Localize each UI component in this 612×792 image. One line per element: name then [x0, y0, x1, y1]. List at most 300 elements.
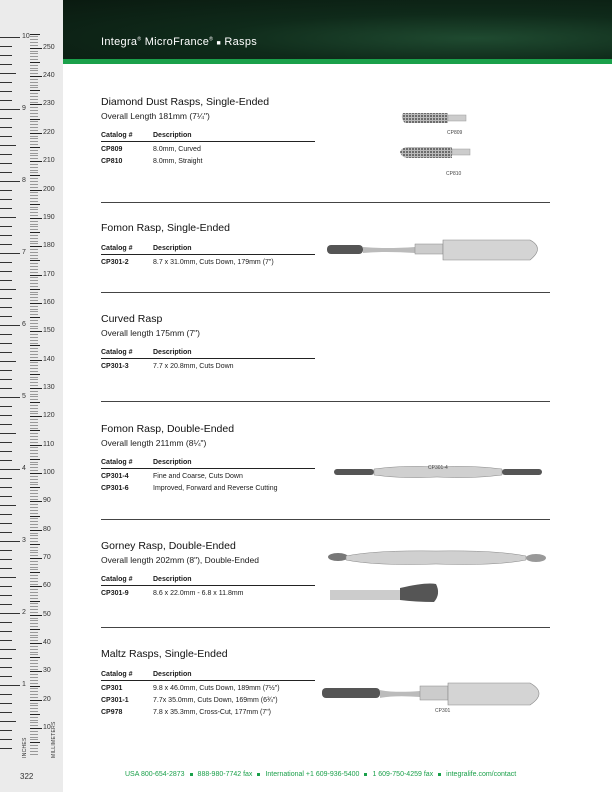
mm-tick [30, 623, 38, 624]
mm-tick [30, 609, 38, 610]
table-row [101, 586, 315, 599]
mm-tick [30, 289, 40, 290]
mm-tick [30, 558, 42, 559]
inch-tick [0, 298, 12, 299]
mm-tick [30, 635, 38, 636]
mm-tick [30, 632, 38, 633]
catalog-number: CP301-6 [101, 485, 129, 492]
inch-label: 1 [22, 681, 26, 688]
mm-tick [30, 703, 38, 704]
mm-tick [30, 343, 38, 344]
inch-tick [0, 325, 20, 326]
inch-tick [0, 154, 12, 155]
inch-tick [0, 82, 12, 83]
inch-tick [0, 145, 16, 146]
section-subtitle: Overall length 175mm (7") [101, 328, 200, 338]
mm-tick [30, 283, 38, 284]
mm-label: 20 [43, 695, 51, 703]
mm-tick [30, 246, 42, 247]
inch-tick [0, 181, 20, 182]
divider [101, 292, 550, 293]
mm-tick [30, 686, 40, 687]
inch-tick [0, 658, 12, 659]
mm-tick [30, 192, 38, 193]
table-row [101, 255, 315, 268]
mm-tick [30, 170, 38, 171]
measurement-ruler [0, 0, 63, 792]
section-subtitle: Overall Length 181mm (7¼") [101, 111, 210, 121]
catalog-number: CP301-3 [101, 363, 129, 370]
mm-tick [30, 739, 38, 740]
inch-tick [0, 622, 12, 623]
inch-tick [0, 190, 12, 191]
mm-label: 170 [43, 270, 55, 278]
mm-tick [30, 292, 38, 293]
mm-tick [30, 728, 42, 729]
catalog-number: CP301-9 [101, 590, 129, 597]
mm-tick [30, 722, 38, 723]
inch-tick [0, 343, 12, 344]
inch-tick [0, 487, 12, 488]
inch-tick [0, 208, 12, 209]
mm-tick [30, 280, 38, 281]
mm-tick [30, 297, 38, 298]
mm-tick [30, 629, 40, 630]
mm-tick [30, 65, 38, 66]
mm-tick [30, 85, 38, 86]
inch-tick [0, 136, 12, 137]
inch-tick [0, 433, 16, 434]
gorney-rasp-image [326, 542, 548, 612]
mm-tick [30, 394, 38, 395]
inch-label: 8 [22, 177, 26, 184]
mm-tick [30, 445, 42, 446]
mm-tick [30, 360, 42, 361]
inch-tick [0, 568, 12, 569]
mm-tick [30, 158, 38, 159]
mm-tick [30, 351, 38, 352]
mm-tick [30, 402, 40, 403]
inch-tick [0, 604, 12, 605]
mm-tick [30, 306, 38, 307]
description: 8.7 x 31.0mm, Cuts Down, 179mm (7") [153, 259, 274, 266]
mm-tick [30, 674, 38, 675]
mm-tick [30, 39, 38, 40]
mm-tick [30, 567, 38, 568]
mm-tick [30, 175, 40, 176]
mm-tick [30, 447, 38, 448]
mm-tick [30, 368, 38, 369]
mm-label: 40 [43, 639, 51, 647]
mm-tick [30, 348, 38, 349]
mm-tick [30, 490, 38, 491]
mm-tick [30, 357, 38, 358]
column-header: Description [153, 244, 315, 255]
inch-tick [0, 100, 12, 101]
inch-label: 9 [22, 105, 26, 112]
catalog-table [101, 131, 315, 166]
inch-tick [0, 217, 16, 218]
table-row [101, 681, 315, 694]
mm-tick [30, 36, 38, 37]
mm-tick [30, 45, 38, 46]
description: Improved, Forward and Reverse Cutting [153, 485, 278, 492]
mm-tick [30, 754, 38, 755]
mm-tick [30, 484, 38, 485]
inch-tick [0, 550, 12, 551]
table-row [101, 359, 315, 372]
mm-tick [30, 646, 38, 647]
mm-tick [30, 606, 38, 607]
mm-tick [30, 572, 40, 573]
mm-tick [30, 705, 38, 706]
inch-tick [0, 280, 12, 281]
inch-tick [0, 370, 12, 371]
mm-tick [30, 470, 38, 471]
mm-tick [30, 76, 42, 77]
mm-tick [30, 476, 38, 477]
mm-tick [30, 136, 38, 137]
mm-tick [30, 620, 38, 621]
column-header: Catalog # [101, 670, 153, 681]
mm-tick [30, 671, 42, 672]
mm-tick [30, 499, 38, 500]
inch-label: 3 [22, 537, 26, 544]
mm-tick [30, 725, 38, 726]
description: 7.7x 35.0mm, Cuts Down, 169mm (6¾") [153, 697, 278, 704]
catalog-number: CP301-1 [101, 697, 129, 704]
column-header: Description [153, 670, 315, 681]
inch-tick [0, 37, 20, 38]
mm-tick [30, 584, 38, 585]
mm-tick [30, 413, 38, 414]
inch-label: 7 [22, 249, 26, 256]
mm-tick [30, 411, 38, 412]
mm-tick [30, 527, 38, 528]
description: 7.8 x 35.3mm, Cross-Cut, 177mm (7") [153, 709, 272, 716]
inch-tick [0, 226, 12, 227]
inch-tick [0, 559, 12, 560]
mm-tick [30, 552, 38, 553]
mm-tick [30, 172, 38, 173]
mm-tick [30, 68, 38, 69]
mm-tick [30, 323, 38, 324]
mm-tick [30, 666, 38, 667]
header-accent-bar [63, 59, 612, 64]
mm-tick [30, 365, 38, 366]
mm-tick [30, 530, 42, 531]
mm-tick [30, 697, 38, 698]
mm-tick [30, 226, 38, 227]
mm-tick [30, 354, 38, 355]
mm-tick [30, 561, 38, 562]
mm-tick [30, 317, 40, 318]
mm-tick [30, 720, 38, 721]
mm-tick [30, 691, 38, 692]
mm-tick [30, 598, 38, 599]
inch-tick [0, 334, 12, 335]
footer-website-link[interactable]: integralife.com/contact [446, 771, 517, 778]
mm-tick [30, 207, 38, 208]
mm-tick [30, 275, 42, 276]
mm-tick [30, 377, 38, 378]
catalog-number: CP301-4 [101, 473, 129, 480]
inch-tick [0, 253, 20, 254]
catalog-table [101, 670, 315, 717]
mm-tick [30, 34, 40, 35]
mm-tick [30, 277, 38, 278]
mm-tick [30, 181, 38, 182]
column-header: Description [153, 348, 315, 359]
mm-tick [30, 388, 42, 389]
inch-tick [0, 523, 12, 524]
mm-tick [30, 436, 38, 437]
mm-tick [30, 637, 38, 638]
image-caption: CP809 [447, 130, 463, 136]
catalog-table [101, 458, 315, 493]
mm-tick [30, 433, 38, 434]
mm-tick [30, 649, 38, 650]
mm-tick [30, 516, 40, 517]
inch-tick [0, 721, 16, 722]
mm-tick [30, 164, 38, 165]
mm-tick [30, 331, 42, 332]
inches-label: INCHES [22, 737, 28, 758]
mm-tick [30, 99, 38, 100]
mm-tick [30, 456, 38, 457]
mm-tick [30, 309, 38, 310]
mm-tick [30, 201, 38, 202]
inch-tick [0, 667, 12, 668]
mm-label: 200 [43, 185, 55, 193]
table-row [101, 142, 315, 155]
mm-tick [30, 155, 38, 156]
mm-tick [30, 669, 38, 670]
mm-tick [30, 428, 38, 429]
mm-tick [30, 467, 38, 468]
mm-tick [30, 399, 38, 400]
mm-tick [30, 218, 42, 219]
image-caption: CP301-4 [428, 465, 448, 471]
mm-tick [30, 382, 38, 383]
inch-tick [0, 676, 12, 677]
mm-tick [30, 564, 38, 565]
mm-tick [30, 464, 38, 465]
inch-tick [0, 478, 12, 479]
section-title: Fomon Rasp, Single-Ended [101, 222, 230, 234]
mm-tick [30, 419, 38, 420]
mm-tick [30, 269, 38, 270]
mm-tick [30, 555, 38, 556]
mm-tick [30, 453, 38, 454]
inch-tick [0, 640, 12, 641]
mm-label: 220 [43, 128, 55, 136]
inch-tick [0, 397, 20, 398]
description: 7.7 x 20.8mm, Cuts Down [153, 363, 234, 370]
description: 8.0mm, Straight [153, 158, 203, 165]
inch-tick [0, 451, 12, 452]
mm-tick [30, 138, 38, 139]
inch-tick [0, 739, 12, 740]
mm-tick [30, 734, 38, 735]
divider [101, 202, 550, 203]
inch-tick [0, 631, 12, 632]
section-title: Fomon Rasp, Double-Ended [101, 423, 235, 435]
mm-tick [30, 626, 38, 627]
column-header: Catalog # [101, 458, 153, 469]
mm-tick [30, 660, 38, 661]
mm-tick [30, 195, 38, 196]
inch-label: 4 [22, 465, 26, 472]
mm-tick [30, 110, 38, 111]
mm-tick [30, 717, 38, 718]
inch-tick [0, 532, 12, 533]
table-row [101, 693, 315, 705]
mm-tick [30, 550, 38, 551]
mm-tick [30, 235, 38, 236]
inch-tick [0, 316, 12, 317]
millimeters-label: MILLIMETERS [51, 721, 57, 758]
mm-tick [30, 73, 38, 74]
column-header: Catalog # [101, 244, 153, 255]
mm-tick [30, 249, 38, 250]
mm-tick [30, 345, 40, 346]
mm-tick [30, 362, 38, 363]
description: 9.8 x 46.0mm, Cuts Down, 189mm (7½") [153, 685, 280, 692]
mm-tick [30, 518, 38, 519]
mm-tick [30, 255, 38, 256]
mm-tick [30, 652, 38, 653]
mm-tick [30, 507, 38, 508]
inch-tick [0, 541, 20, 542]
mm-tick [30, 708, 38, 709]
mm-tick [30, 224, 38, 225]
inch-tick [0, 595, 12, 596]
column-header: Description [153, 131, 315, 142]
mm-tick [30, 541, 38, 542]
mm-tick [30, 221, 38, 222]
mm-tick [30, 422, 38, 423]
inch-tick [0, 613, 20, 614]
mm-tick [30, 130, 38, 131]
mm-tick [30, 416, 42, 417]
mm-tick [30, 700, 42, 701]
column-header: Catalog # [101, 348, 153, 359]
table-row [101, 154, 315, 166]
inch-tick [0, 469, 20, 470]
mm-tick [30, 379, 38, 380]
page-header [63, 0, 612, 64]
mm-tick [30, 300, 38, 301]
mm-tick [30, 258, 38, 259]
mm-tick [30, 374, 40, 375]
inch-label: 2 [22, 609, 26, 616]
mm-tick [30, 266, 38, 267]
inch-tick [0, 514, 12, 515]
mm-label: 50 [43, 610, 51, 618]
catalog-number: CP978 [101, 709, 123, 716]
table-row [101, 481, 315, 493]
catalog-number: CP809 [101, 146, 123, 153]
mm-tick [30, 680, 38, 681]
mm-tick [30, 82, 38, 83]
mm-tick [30, 42, 38, 43]
mm-tick [30, 59, 38, 60]
inch-tick [0, 460, 12, 461]
mm-tick [30, 121, 38, 122]
mm-tick [30, 215, 38, 216]
mm-tick [30, 241, 38, 242]
image-caption: CP810 [446, 171, 462, 177]
mm-tick [30, 243, 38, 244]
description: 8.0mm, Curved [153, 146, 201, 153]
inch-label: 6 [22, 321, 26, 328]
inch-tick [0, 361, 16, 362]
inch-label: 5 [22, 393, 26, 400]
table-row [101, 469, 315, 482]
mm-tick [30, 487, 40, 488]
mm-tick [30, 405, 38, 406]
mm-tick [30, 640, 38, 641]
section-title: Diamond Dust Rasps, Single-Ended [101, 96, 270, 108]
inch-tick [0, 712, 12, 713]
inch-tick [0, 127, 12, 128]
inch-tick [0, 289, 16, 290]
mm-tick [30, 184, 38, 185]
mm-label: 10 [43, 724, 51, 732]
inch-tick [0, 505, 16, 506]
mm-label: 250 [43, 43, 55, 51]
mm-tick [30, 430, 40, 431]
mm-tick [30, 657, 40, 658]
mm-tick [30, 535, 38, 536]
mm-tick [30, 425, 38, 426]
catalog-table [101, 575, 315, 598]
divider [101, 627, 550, 628]
mm-tick [30, 524, 38, 525]
mm-label: 30 [43, 667, 51, 675]
mm-tick [30, 272, 38, 273]
mm-tick [30, 731, 38, 732]
column-header: Description [153, 458, 315, 469]
mm-tick [30, 714, 40, 715]
mm-tick [30, 286, 38, 287]
mm-tick [30, 133, 42, 134]
mm-tick [30, 79, 38, 80]
inch-tick [0, 442, 12, 443]
mm-tick [30, 391, 38, 392]
mm-label: 120 [43, 412, 55, 420]
diamond-rasp-images [400, 112, 472, 172]
mm-tick [30, 442, 38, 443]
inch-tick [0, 586, 12, 587]
section-title: Maltz Rasps, Single-Ended [101, 648, 228, 660]
inch-tick [0, 64, 12, 65]
mm-label: 100 [43, 469, 55, 476]
mm-tick [30, 161, 42, 162]
inch-tick [0, 109, 20, 110]
mm-tick [30, 150, 38, 151]
footer-intl-fax: 1 609-750-4259 fax [372, 771, 434, 778]
mm-tick [30, 688, 38, 689]
inch-tick [0, 271, 12, 272]
mm-tick [30, 521, 38, 522]
header-title: Integra® MicroFrance® ■ Rasps [101, 36, 258, 48]
mm-tick [30, 104, 42, 105]
mm-tick [30, 87, 38, 88]
mm-tick [30, 459, 40, 460]
mm-tick [30, 450, 38, 451]
